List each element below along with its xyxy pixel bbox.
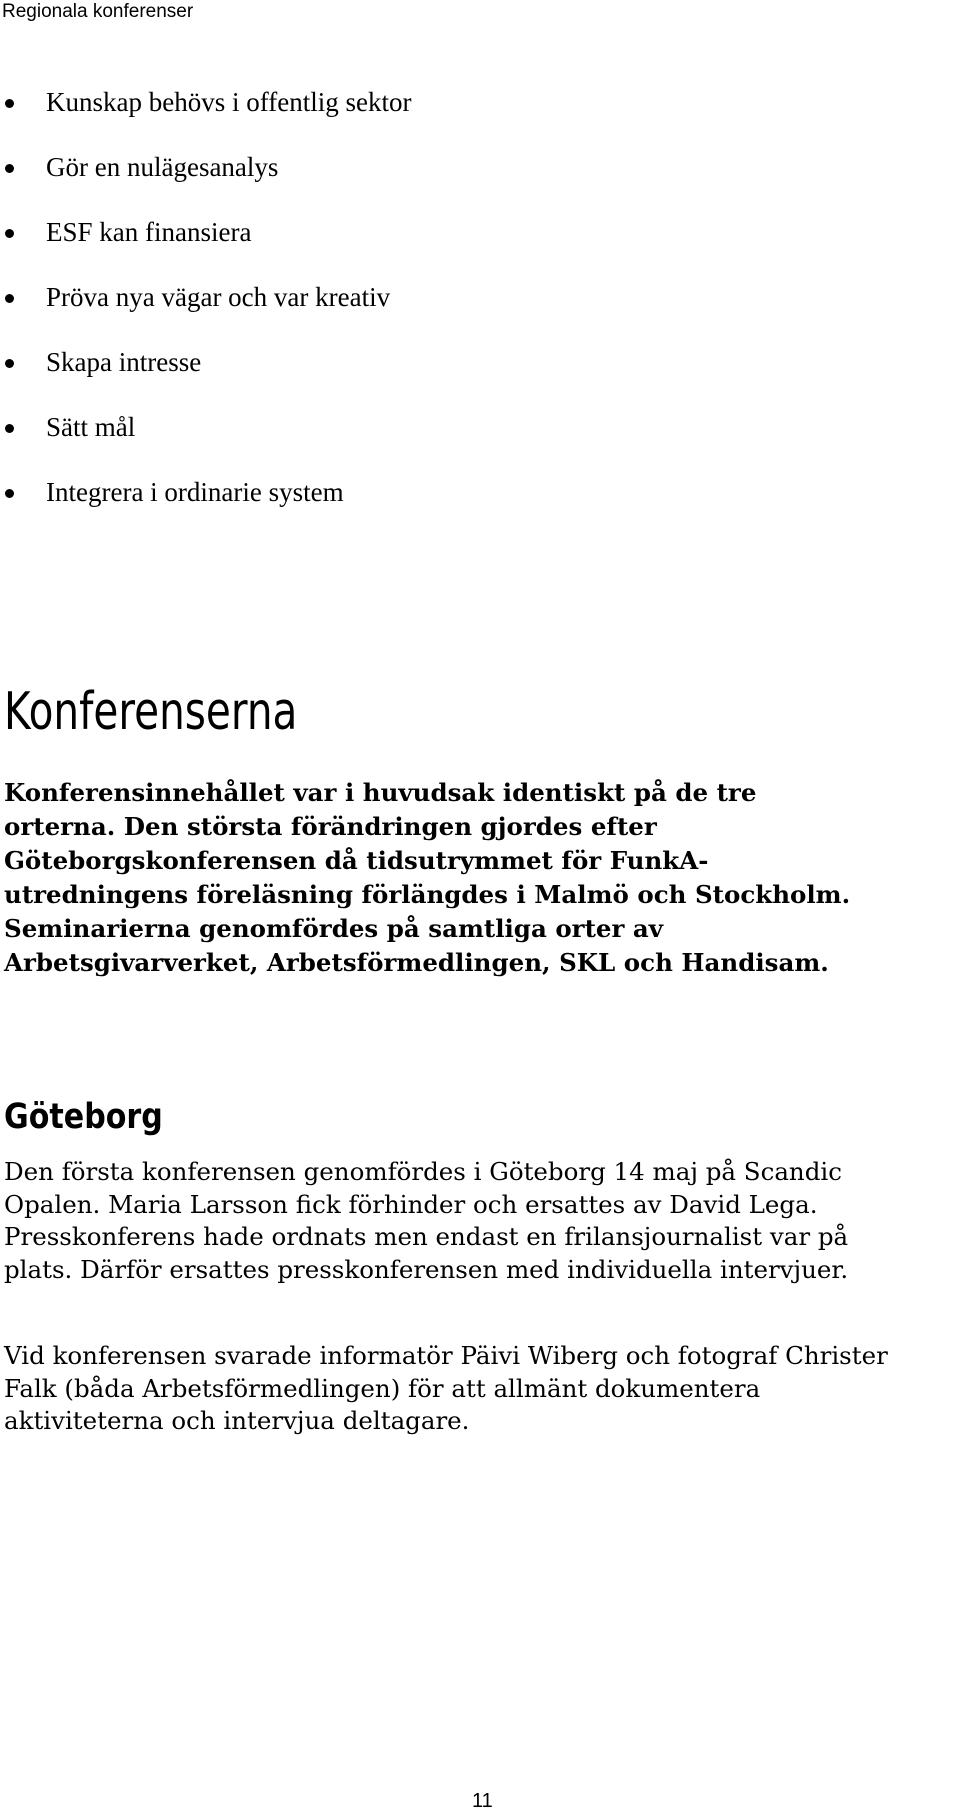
page-number: 11 xyxy=(472,1790,493,1812)
list-item-text: Integrera i ordinarie system xyxy=(46,477,344,507)
bullet-icon xyxy=(5,164,14,173)
bullet-icon xyxy=(5,424,14,433)
bullet-icon xyxy=(5,229,14,238)
bullet-list xyxy=(0,84,411,539)
paragraph-line: plats. Därför ersattes presskonferensen med individuella intervjuer. xyxy=(4,1254,849,1284)
list-item-text: ESF kan finansiera xyxy=(46,217,252,247)
paragraph-line: Konferensinnehållet var i huvudsak identiskt på de tre xyxy=(4,778,757,807)
bullet-icon xyxy=(5,294,14,303)
paragraph-line: Den första konferensen genomfördes i Göteborg 14 maj på Scandic xyxy=(4,1157,842,1186)
paragraph-line: Göteborgskonferensen då tidsutrymmet för FunkA- xyxy=(4,846,709,875)
list-item-text: Skapa intresse xyxy=(46,347,202,377)
list-item xyxy=(0,474,411,539)
goteborg-paragraph-2 xyxy=(4,1340,960,1438)
paragraph-line: Presskonferens hade ordnats men endast en frilansjournalist var på xyxy=(4,1222,849,1251)
bullet-icon xyxy=(5,359,14,368)
section-heading-goteborg: Göteborg xyxy=(4,1097,163,1137)
paragraph-line: aktiviteterna och intervjua deltagare. xyxy=(4,1406,470,1435)
list-item xyxy=(0,344,411,409)
paragraph-line: Arbetsgivarverket, Arbetsförmedlingen, SKL och Handisam. xyxy=(4,948,829,977)
list-item-text: Kunskap behövs i offentlig sektor xyxy=(46,87,412,117)
bullet-icon xyxy=(5,489,14,498)
bullet-icon xyxy=(5,99,14,108)
list-item-text: Gör en nulägesanalys xyxy=(46,152,279,182)
list-item xyxy=(0,279,411,344)
section-heading-konferenserna: Konferenserna xyxy=(4,682,298,742)
list-item-text: Pröva nya vägar och var kreativ xyxy=(46,282,391,312)
paragraph-line: Opalen. Maria Larsson fick förhinder och ersattes av David Lega. xyxy=(4,1189,818,1219)
list-item-text: Sätt mål xyxy=(46,412,136,442)
konferenserna-paragraph xyxy=(4,776,960,980)
paragraph-line: utredningens föreläsning förlängdes i Malmö och Stockholm. xyxy=(4,880,851,909)
paragraph-line: Seminarierna genomfördes på samtliga orter av xyxy=(4,914,664,943)
paragraph-line: Vid konferensen svarade informatör Päivi Wiberg och fotograf Christer xyxy=(4,1341,888,1370)
running-header: Regionala konferenser xyxy=(2,1,194,22)
list-item xyxy=(0,214,411,279)
list-item xyxy=(0,409,411,474)
list-item xyxy=(0,84,411,149)
paragraph-line: Falk (båda Arbetsförmedlingen) för att allmänt dokumentera xyxy=(4,1373,761,1403)
goteborg-paragraph-1 xyxy=(4,1156,960,1286)
paragraph-line: orterna. Den största förändringen gjordes efter xyxy=(4,812,657,841)
list-item xyxy=(0,149,411,214)
